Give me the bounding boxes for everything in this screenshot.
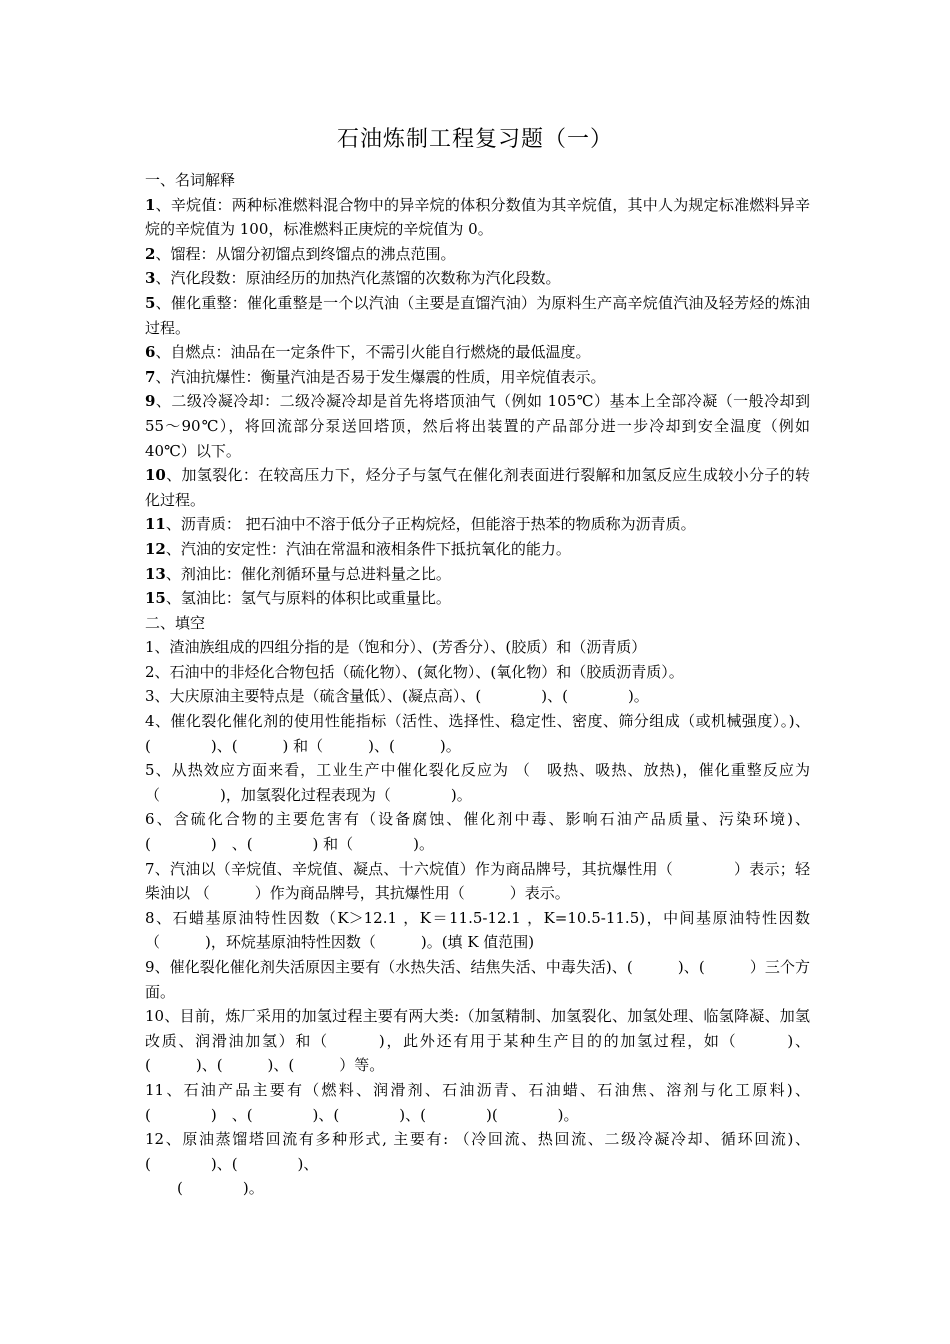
section-heading-fill-in: 二、填空: [145, 613, 206, 632]
fill-in-item: 2、石油中的非烃化合物包括（硫化物）、(氮化物）、(氧化物）和（胶质沥青质）。: [145, 662, 684, 681]
definition-item: [145, 463, 810, 512]
definition-item: [145, 193, 810, 242]
definition-item: [145, 562, 810, 587]
document-body: [145, 168, 810, 1201]
item-text: 、汽油抗爆性：衡量汽油是否易于发生爆震的性质，用辛烷值表示。: [155, 367, 606, 386]
item-text: 、催化重整：催化重整是一个以汽油（主要是直馏汽油）为原料生产高辛烷值汽油及轻芳烃的炼油过程。: [145, 293, 810, 337]
definition-item: [145, 365, 810, 390]
item-text: 、自燃点：油品在一定条件下，不需引火能自行燃烧的最低温度。: [155, 343, 591, 362]
definition-item: [145, 389, 810, 463]
item-number: 6: [145, 343, 156, 362]
item-text: 、汽油的安定性：汽油在常温和液相条件下抵抗氧化的能力。: [165, 539, 571, 558]
definition-item: [145, 512, 810, 537]
fill-in-item-continuation: ( )。: [177, 1179, 264, 1198]
page-title: 石油炼制工程复习题（一）: [336, 127, 613, 152]
fill-in-item: 1、渣油族组成的四组分指的是（饱和分）、(芳香分）、(胶质）和（沥青质）: [145, 638, 647, 657]
fill-in-item: 12、原油蒸馏塔回流有多种形式, 主要有: （冷回流、热回流、二级冷凝冷却、循环回流)、( )、( )、: [145, 1130, 810, 1173]
item-text: 、沥青质： 把石油中不溶于低分子正构烷烃，但能溶于热苯的物质称为沥青质。: [165, 515, 696, 534]
item-number: 15: [145, 589, 166, 608]
definition-item: [145, 537, 810, 562]
item-number: 2: [145, 244, 156, 263]
item-text: 、氢油比：氢气与原料的体积比或重量比。: [165, 589, 451, 608]
fill-in-item: 8、石蜡基原油特性因数（K＞12.1 ，K＝11.5-12.1 ，K=10.5-11.5)，中间基原油特性因数（ )，环烷基原油特性因数（ )。(填 K 值范围): [145, 908, 810, 952]
item-number: 13: [145, 564, 166, 583]
item-text: 、剂油比：催化剂循环量与总进料量之比。: [165, 564, 451, 583]
item-text: 、汽化段数：原油经历的加热汽化蒸馏的次数称为汽化段数。: [155, 269, 561, 288]
item-text: 、辛烷值：两种标准燃料混合物中的异辛烷的体积分数值为其辛烷值，其中人为规定标准燃料异辛烷的辛烷值为 100，标准燃料正庚烷的辛烷值为 0。: [145, 195, 810, 239]
item-number: 11: [145, 515, 166, 534]
fill-in-item: 7、汽油以（辛烷值、辛烷值、凝点、十六烷值）作为商品牌号，其抗爆性用（ ）表示；轻柴油以 （ ）作为商品牌号，其抗爆性用（ ）表示。: [145, 859, 810, 903]
fill-in-item: 4、催化裂化催化剂的使用性能指标（活性、选择性、稳定性、密度、筛分组成（或机械强度）。)、( )、( ) 和（ )、( )。: [145, 712, 810, 755]
definition-item: [145, 291, 810, 340]
section-heading-definitions: 一、名词解释: [145, 171, 236, 189]
definition-item: [145, 340, 810, 365]
fill-in-item: 10、目前，炼厂采用的加氢过程主要有两大类:（加氢精制、加氢裂化、加氢处理、临氢降凝、加氢改质、润滑油加氢）和（ )，此外还有用于某种生产目的的加氢过程，如（ )、( )、( )、( ）等。: [145, 1007, 810, 1075]
item-number: 9: [145, 392, 156, 411]
item-number: 5: [145, 293, 156, 312]
fill-in-item: 6、含硫化合物的主要危害有（设备腐蚀、催化剂中毒、影响石油产品质量、污染环境)、( ) 、( ) 和（ )。: [145, 810, 810, 854]
item-number: 3: [145, 269, 156, 288]
definition-item: [145, 266, 810, 291]
item-text: 、加氢裂化：在较高压力下，烃分子与氢气在催化剂表面进行裂解和加氢反应生成较小分子的转化过程。: [145, 466, 810, 509]
definition-item: [145, 586, 810, 611]
definition-item: [145, 242, 810, 267]
item-number: 1: [145, 195, 156, 214]
item-number: 12: [145, 539, 166, 558]
fill-in-item: 11、石油产品主要有（燃料、润滑剂、石油沥青、石油蜡、石油焦、溶剂与化工原料)、( ) 、( )、( )、( )( )。: [145, 1080, 810, 1124]
item-number: 7: [145, 367, 156, 386]
item-text: 、二级冷凝冷却：二级冷凝冷却是首先将塔顶油气（例如 105℃）基本上全部冷凝（一般冷却到 55～90℃），将回流部分泵送回塔顶，然后将出装置的产品部分进一步冷却到安全温度（例如 40℃）以下。: [145, 392, 810, 460]
fill-in-item: 5、从热效应方面来看，工业生产中催化裂化反应为 （ 吸热、吸热、放热)，催化重整反应为（ )，加氢裂化过程表现为（ )。: [145, 761, 810, 804]
fill-in-item: 9、催化裂化催化剂失活原因主要有（水热失活、结焦失活、中毒失活)、( )、( ）三个方面。: [145, 958, 810, 1001]
item-text: 、馏程：从馏分初馏点到终馏点的沸点范围。: [155, 244, 456, 263]
item-number: 10: [145, 466, 166, 485]
fill-in-item: 3、大庆原油主要特点是（硫含量低）、(凝点高）、( )、( )。: [145, 687, 649, 706]
